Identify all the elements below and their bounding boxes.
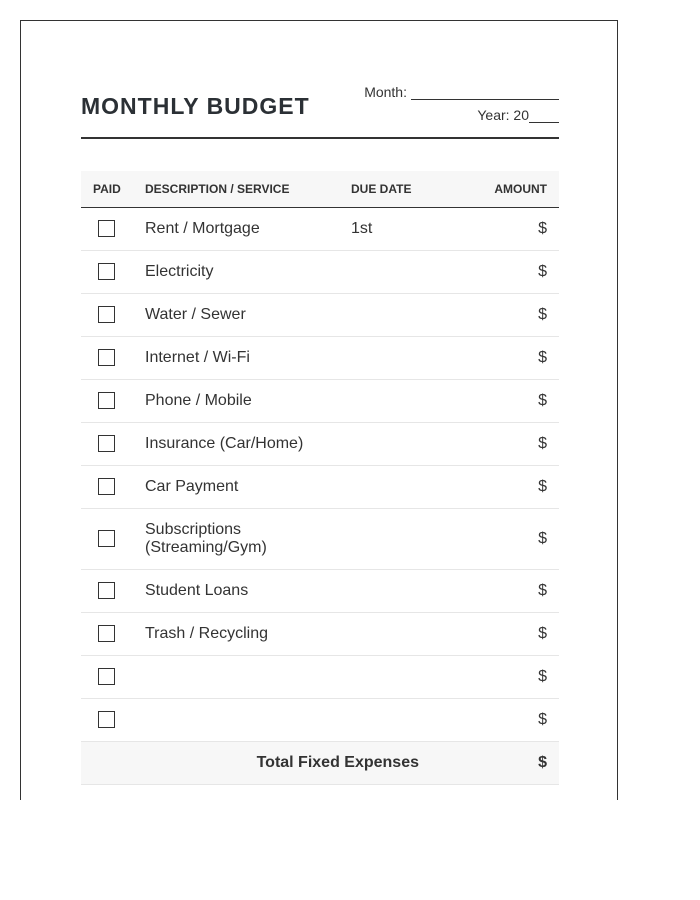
month-label: Month: [364, 84, 407, 100]
table-row [81, 294, 559, 337]
paid-checkbox[interactable] [98, 392, 115, 409]
paid-checkbox[interactable] [98, 220, 115, 237]
total-amount: $ [538, 754, 547, 771]
row-amount: $ [538, 349, 547, 366]
row-amount: $ [538, 711, 547, 728]
paid-checkbox[interactable] [98, 349, 115, 366]
row-amount: $ [538, 263, 547, 280]
paid-checkbox[interactable] [98, 306, 115, 323]
paid-checkbox[interactable] [98, 582, 115, 599]
row-description: Internet / Wi-Fi [145, 349, 250, 366]
row-amount: $ [538, 530, 547, 547]
budget-sheet [20, 20, 618, 800]
paid-checkbox[interactable] [98, 478, 115, 495]
budget-content [81, 21, 559, 785]
table-row [81, 466, 559, 509]
total-row [81, 742, 559, 785]
row-amount: $ [538, 306, 547, 323]
row-amount: $ [538, 220, 547, 237]
row-amount: $ [538, 582, 547, 599]
table-row [81, 656, 559, 699]
row-amount: $ [538, 668, 547, 685]
table-row [81, 251, 559, 294]
column-header-amount: AMOUNT [494, 182, 547, 196]
table-row [81, 208, 559, 251]
row-description: Student Loans [145, 582, 249, 599]
paid-checkbox[interactable] [98, 711, 115, 728]
paid-checkbox[interactable] [98, 435, 115, 452]
column-header-due-date: DUE DATE [351, 182, 412, 196]
table-row [81, 509, 559, 570]
row-description: Water / Sewer [145, 306, 246, 323]
paid-checkbox[interactable] [98, 625, 115, 642]
month-field[interactable] [364, 84, 559, 100]
total-label: Total Fixed Expenses [256, 754, 419, 771]
column-header-paid: PAID [93, 182, 121, 196]
budget-header [81, 21, 559, 139]
row-description: Rent / Mortgage [145, 220, 260, 237]
row-amount: $ [538, 392, 547, 409]
paid-checkbox[interactable] [98, 263, 115, 280]
table-row [81, 613, 559, 656]
page-title: MONTHLY BUDGET [81, 93, 310, 119]
row-amount: $ [538, 478, 547, 495]
paid-checkbox[interactable] [98, 530, 115, 547]
year-field[interactable] [477, 107, 559, 123]
table-row [81, 337, 559, 380]
table-header [81, 171, 559, 208]
table-row [81, 380, 559, 423]
row-due-date: 1st [351, 220, 373, 237]
year-label: Year: 20 [477, 107, 529, 123]
year-blank-line[interactable] [529, 107, 559, 123]
expenses-table [81, 171, 559, 785]
table-row [81, 699, 559, 742]
row-description: Phone / Mobile [145, 392, 252, 409]
paid-checkbox[interactable] [98, 668, 115, 685]
row-description: Insurance (Car/Home) [145, 435, 304, 452]
table-row [81, 570, 559, 613]
row-description: Electricity [145, 263, 214, 280]
row-description: Car Payment [145, 478, 239, 495]
row-description: Trash / Recycling [145, 625, 268, 642]
column-header-description: DESCRIPTION / SERVICE [145, 182, 290, 196]
row-amount: $ [538, 625, 547, 642]
month-blank-line[interactable] [411, 84, 559, 100]
row-amount: $ [538, 435, 547, 452]
row-description: Subscriptions (Streaming/Gym) [145, 521, 267, 556]
table-row [81, 423, 559, 466]
